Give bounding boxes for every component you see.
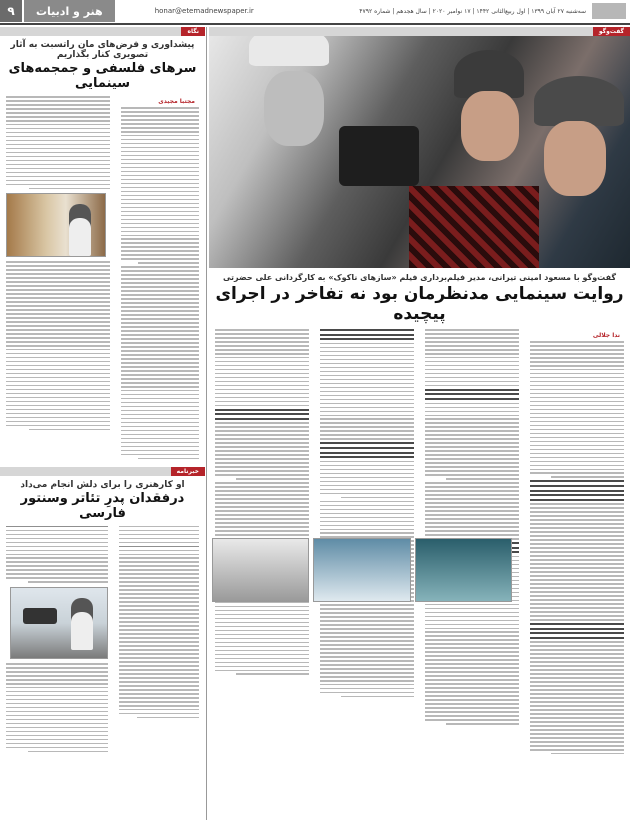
article2-kicker: او کارهنری را برای دلش انجام می‌داد <box>20 479 185 490</box>
page-header <box>0 0 630 22</box>
interview-author: ندا جلالی <box>592 332 620 339</box>
photo-face-middle <box>461 91 519 161</box>
section-email: honar@etemadnewspaper.ir <box>154 7 254 15</box>
photo-face-right <box>544 121 606 196</box>
article1-kicker: پیشداوری و فرض‌های مان راتسبت به آثار تصویری کنار بگذاریم <box>10 40 195 60</box>
top-tag: نگاه <box>181 27 205 36</box>
photo-camera-figure <box>23 608 57 624</box>
interview-headline: روایت سینمایی مدنظرمان بود نه تفاخر در اجرای پیچیده <box>215 284 624 324</box>
interview-col-1 <box>530 329 624 757</box>
film-stills-strip <box>212 538 512 602</box>
header-rule <box>0 23 630 25</box>
article2-text-col-left <box>6 526 108 755</box>
article1-text-col-left <box>6 96 110 462</box>
film-still-3 <box>415 538 512 602</box>
article2-photo <box>10 587 108 659</box>
page-number: ۹ <box>0 0 22 22</box>
article2-headline: درفقدان پدرِ تئاتر وسنتور فارسی <box>20 490 185 521</box>
interview-subheadline: گفت‌وگو با مسعود امینی تیرانی، مدیر فیلم‌برداری فیلم «سازهای ناکوک» به کارگردانی علی حضرتی <box>222 273 617 282</box>
newspaper-logo <box>592 3 626 19</box>
photo-cap-left <box>249 36 329 66</box>
left-column <box>0 27 205 820</box>
photo-person-figure <box>69 204 91 256</box>
article1-headline: سرهای فلسفی و جمجمه‌های سینمایی <box>8 61 197 91</box>
film-still-2 <box>313 538 410 602</box>
interview-tag-bar <box>209 27 630 36</box>
hero-photo <box>209 36 630 268</box>
article2-body <box>0 525 205 756</box>
interview-tag: گفت‌وگو <box>593 27 630 36</box>
photo-cap-right <box>534 76 624 126</box>
photo-plaid-shirt <box>409 186 539 268</box>
article1-author: مجتبا مجیدی <box>158 98 195 105</box>
issue-date-line: سه‌شنبه ۲۷ آبان ۱۳۹۹ | اول ربیع‌الثانی ۱۴۴۲ | ۱۷ نوامبر ۲۰۲۰ | سال هجدهم | شماره ۴۷۹۲ <box>359 7 586 15</box>
photo-man-figure <box>71 598 93 650</box>
column-divider <box>206 27 207 820</box>
article1-body <box>0 95 205 463</box>
film-still-1 <box>212 538 309 602</box>
photo-camera-body <box>339 126 419 186</box>
top-tag-bar <box>0 27 205 36</box>
article1-photo <box>6 193 106 257</box>
photo-face-left <box>264 71 324 146</box>
bottom-tag-bar <box>0 467 205 476</box>
right-column <box>209 27 630 820</box>
section-title: هنر و ادبیات <box>24 0 115 22</box>
article2-text-col-right <box>119 526 199 755</box>
bottom-tag: خبرنامه <box>171 467 205 476</box>
article1-text-col-right <box>121 96 199 462</box>
